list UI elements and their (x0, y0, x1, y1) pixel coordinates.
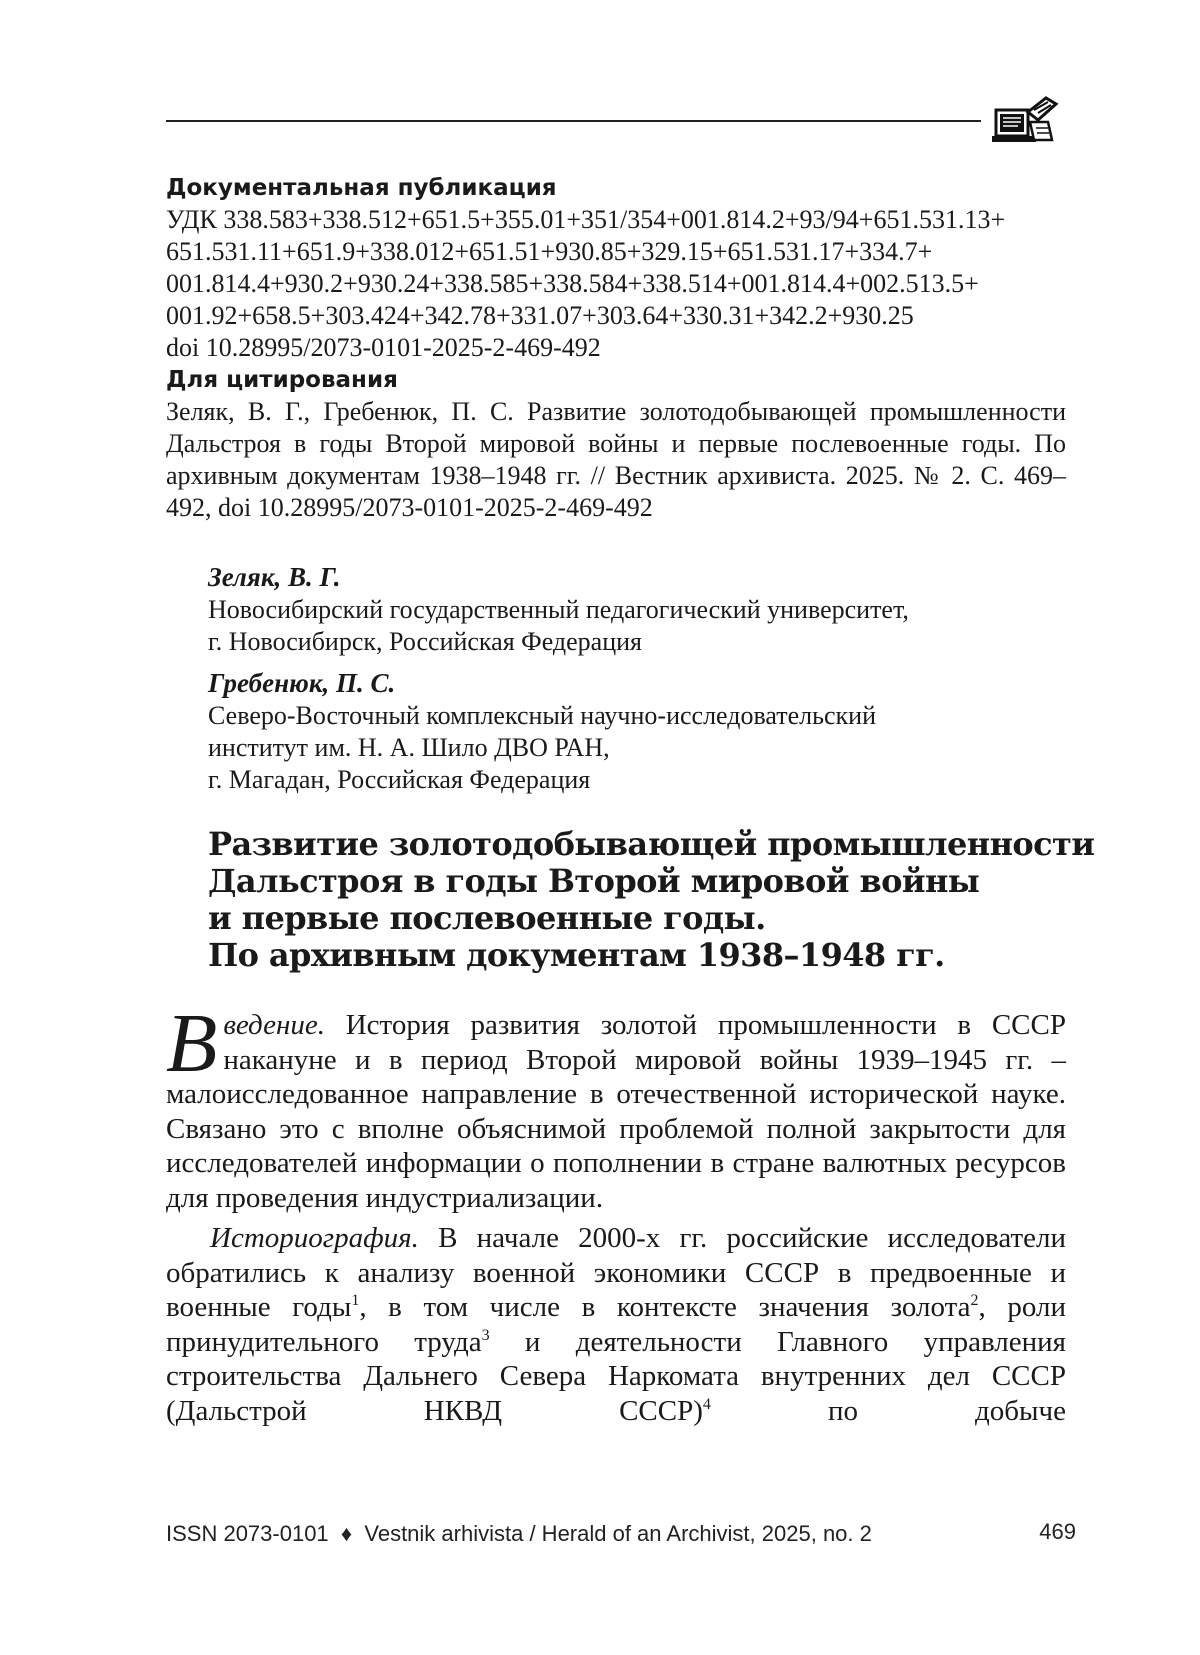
author-affiliation: Новосибирский государственный педагогический университет, (208, 595, 909, 624)
section-lead: Историография. (210, 1222, 419, 1254)
archivist-desk-icon (990, 92, 1060, 146)
article-body (166, 997, 1067, 1428)
citation-text: Зеляк, В. Г., Гребенюк, П. С. Развитие золотодобывающей промышленности Дальстроя в годы Второй мировой войны и первые послевоенные годы. По архивным документам 1938–1948 гг. // Вестник архивиста. 2025. № 2. С. 469–492, doi 10.28995/2073-0101-2025-2-469-492 (166, 397, 1066, 522)
title-line: Дальстроя в годы Второй мировой войны (208, 862, 980, 900)
title-line: и первые послевоенные годы. (208, 899, 766, 937)
intro-paragraph (166, 997, 1066, 1215)
udk-line: 651.531.11+651.9+338.012+651.51+930.85+329.15+651.531.17+334.7+ (166, 237, 933, 266)
paragraph-text: История развития золотой промышленности в СССР накануне и в период Второй мировой войны 1939–1945 гг. – малоисследованное направление в отечественной исторической науке. Связано это с вполне объяснимой проблемой полной закрытости для исследователей информации о пополнении в стране валютных ресурсов для проведения индустриализации. (166, 1009, 1066, 1214)
diamond-icon: ♦ (340, 1521, 353, 1546)
paragraph-text: и деятельности Главного управления строительства Дальнего Севера Наркомата внутренних дел СССР (Дальстрой НКВД СССР) (166, 1325, 1066, 1427)
footnote-ref[interactable]: 4 (702, 1395, 711, 1413)
author-name: Зеляк, В. Г. (208, 562, 341, 592)
author-affiliation: Северо-Восточный комплексный научно-исследовательский (208, 701, 877, 730)
author-name: Гребенюк, П. С. (208, 668, 396, 698)
udk-line: 001.814.4+930.2+930.24+338.585+338.584+338.514+001.814.4+002.513.5+ (166, 269, 979, 298)
title-line: По архивным документам 1938–1948 гг. (208, 936, 945, 974)
footer-journal-line (166, 1521, 872, 1547)
footnote-ref[interactable]: 1 (351, 1292, 360, 1309)
author-affiliation: г. Магадан, Российская Федерация (208, 765, 591, 794)
paragraph-text: , в том числе в контексте значения золота (359, 1291, 971, 1323)
article-title (208, 825, 1095, 974)
issn: ISSN 2073-0101 (166, 1521, 329, 1546)
author-affiliation: институт им. Н. А. Шило ДВО РАН, (208, 733, 610, 762)
publication-meta (166, 172, 1066, 524)
title-line: Развитие золотодобывающей промышленности (208, 825, 1095, 863)
authors-block (208, 560, 1068, 796)
drop-cap: В (166, 997, 218, 1090)
historiography-paragraph (166, 1221, 1066, 1428)
section-lead: ведение. (223, 1009, 325, 1041)
footnote-ref[interactable]: 2 (970, 1292, 979, 1309)
doc-type-label: Документальная публикация (166, 175, 557, 201)
udk-line: УДК 338.583+338.512+651.5+355.01+351/354+001.814.2+93/94+651.531.13+ (166, 205, 1006, 234)
journal-name: Vestnik arhivista / Herald of an Archivist, 2025, no. 2 (364, 1521, 872, 1546)
citation-label: Для цитирования (166, 367, 398, 393)
paragraph-text: , роли принудительного труда (166, 1291, 1067, 1358)
doi-line[interactable]: doi 10.28995/2073-0101-2025-2-469-492 (166, 333, 601, 362)
footnote-ref[interactable]: 3 (481, 1326, 490, 1344)
header-rule (166, 120, 981, 122)
page-number: 469 (1039, 1519, 1076, 1544)
author-affiliation: г. Новосибирск, Российская Федерация (208, 627, 643, 656)
paragraph-text: В начале 2000-х гг. российские исследователи обратились к анализу военной экономики СССР в предвоенные и военные годы (166, 1222, 1066, 1323)
udk-line: 001.92+658.5+303.424+342.78+331.07+303.64+330.31+342.2+930.25 (166, 301, 914, 330)
paragraph-text: по добыче (710, 1394, 1066, 1427)
